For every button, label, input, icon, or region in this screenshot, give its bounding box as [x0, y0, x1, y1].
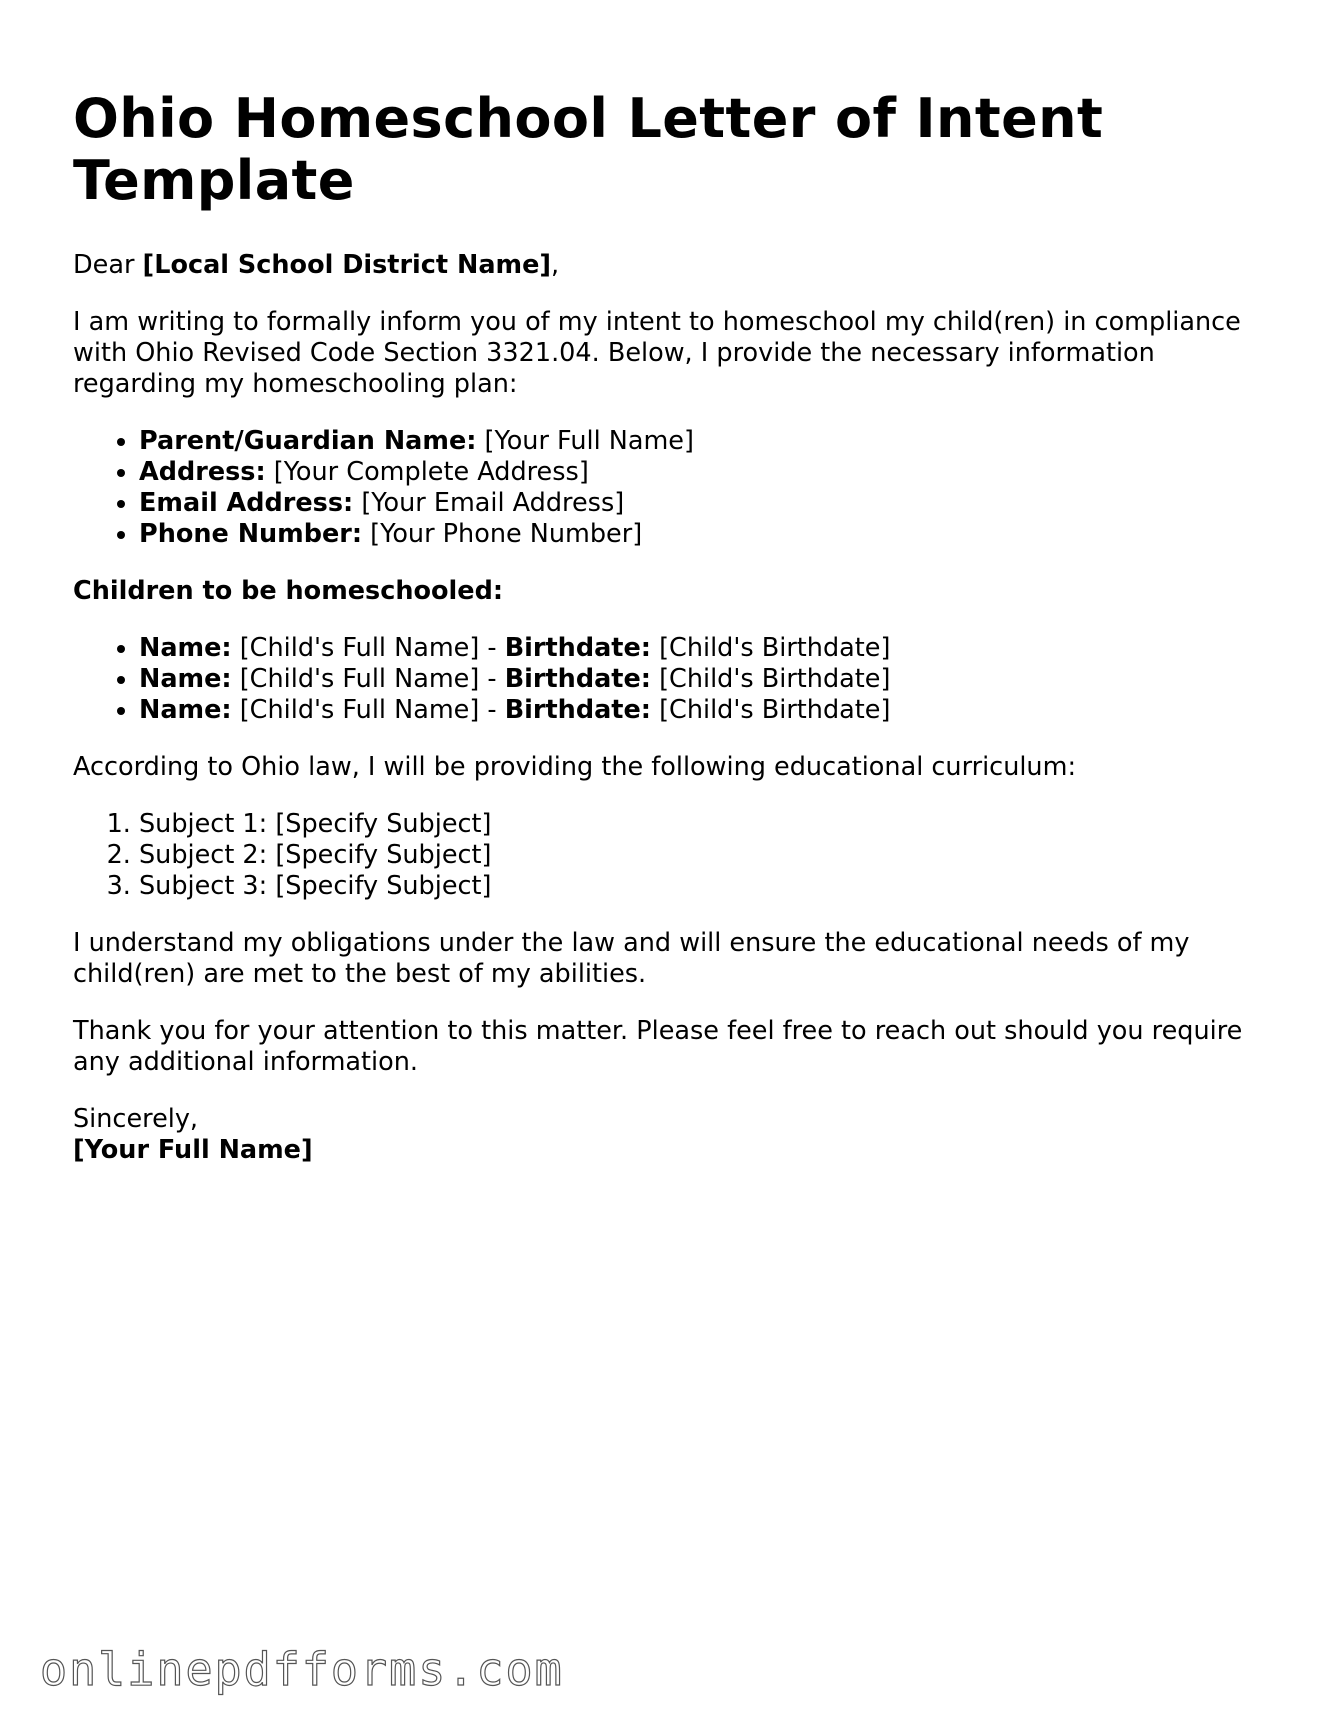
- salutation-prefix: Dear: [73, 250, 143, 280]
- salutation-suffix: ,: [551, 250, 560, 280]
- list-item: [139, 426, 1273, 457]
- field-label: Phone Number:: [139, 519, 363, 549]
- list-item: [139, 457, 1273, 488]
- letter-document: [73, 88, 1273, 1166]
- signature-placeholder: [Your Full Name]: [73, 1135, 313, 1165]
- child-name-value: [Child's Full Name] -: [231, 633, 505, 663]
- field-label: Parent/Guardian Name:: [139, 426, 477, 456]
- closing: [73, 1104, 1273, 1166]
- field-value: [Your Email Address]: [353, 488, 625, 518]
- curriculum-intro: According to Ohio law, I will be providing the following educational curriculum:: [73, 752, 1077, 782]
- intro-paragraph: I am writing to formally inform you of my intent to homeschool my child(ren) in compliance with Ohio Revised Code Section 3321.04. Below, I provide the necessary information regarding my homeschooling plan:: [73, 307, 1241, 399]
- watermark: onlinepdfforms.com: [40, 1643, 564, 1696]
- list-item: [139, 633, 1273, 664]
- child-birthdate-label: Birthdate:: [504, 695, 651, 725]
- child-name-label: Name:: [139, 664, 232, 694]
- district-placeholder: [Local School District Name]: [142, 250, 552, 280]
- field-value: [Your Full Name]: [476, 426, 694, 456]
- child-name-value: [Child's Full Name] -: [231, 695, 505, 725]
- child-birthdate-label: Birthdate:: [504, 633, 651, 663]
- list-item: 3. Subject 3: [Specify Subject]: [139, 871, 1273, 902]
- list-item: [139, 695, 1273, 726]
- list-item: [139, 488, 1273, 519]
- list-item: 1. Subject 1: [Specify Subject]: [139, 809, 1273, 840]
- child-birthdate-value: [Child's Birthdate]: [650, 633, 891, 663]
- child-name-label: Name:: [139, 695, 232, 725]
- field-label: Address:: [139, 457, 266, 487]
- parent-info-list: [73, 426, 1273, 550]
- thanks-paragraph: Thank you for your attention to this matter. Please feel free to reach out should you require any additional information.: [73, 1016, 1243, 1077]
- field-value: [Your Complete Address]: [265, 457, 589, 487]
- list-item: [139, 664, 1273, 695]
- child-birthdate-value: [Child's Birthdate]: [650, 695, 891, 725]
- child-birthdate-label: Birthdate:: [504, 664, 651, 694]
- obligation-paragraph: I understand my obligations under the law and will ensure the educational needs of my child(ren) are met to the best of my abilities.: [73, 928, 1190, 989]
- page-title: Ohio Homeschool Letter of Intent Template: [73, 87, 1104, 212]
- child-birthdate-value: [Child's Birthdate]: [650, 664, 891, 694]
- salutation: [73, 250, 1273, 281]
- child-name-value: [Child's Full Name] -: [231, 664, 505, 694]
- children-heading: Children to be homeschooled:: [73, 576, 504, 606]
- children-list: [73, 633, 1273, 726]
- field-label: Email Address:: [139, 488, 354, 518]
- child-name-label: Name:: [139, 633, 232, 663]
- list-item: 2. Subject 2: [Specify Subject]: [139, 840, 1273, 871]
- closing-text: Sincerely,: [73, 1104, 199, 1134]
- field-value: [Your Phone Number]: [362, 519, 643, 549]
- subjects-list: [73, 809, 1273, 902]
- list-item: [139, 519, 1273, 550]
